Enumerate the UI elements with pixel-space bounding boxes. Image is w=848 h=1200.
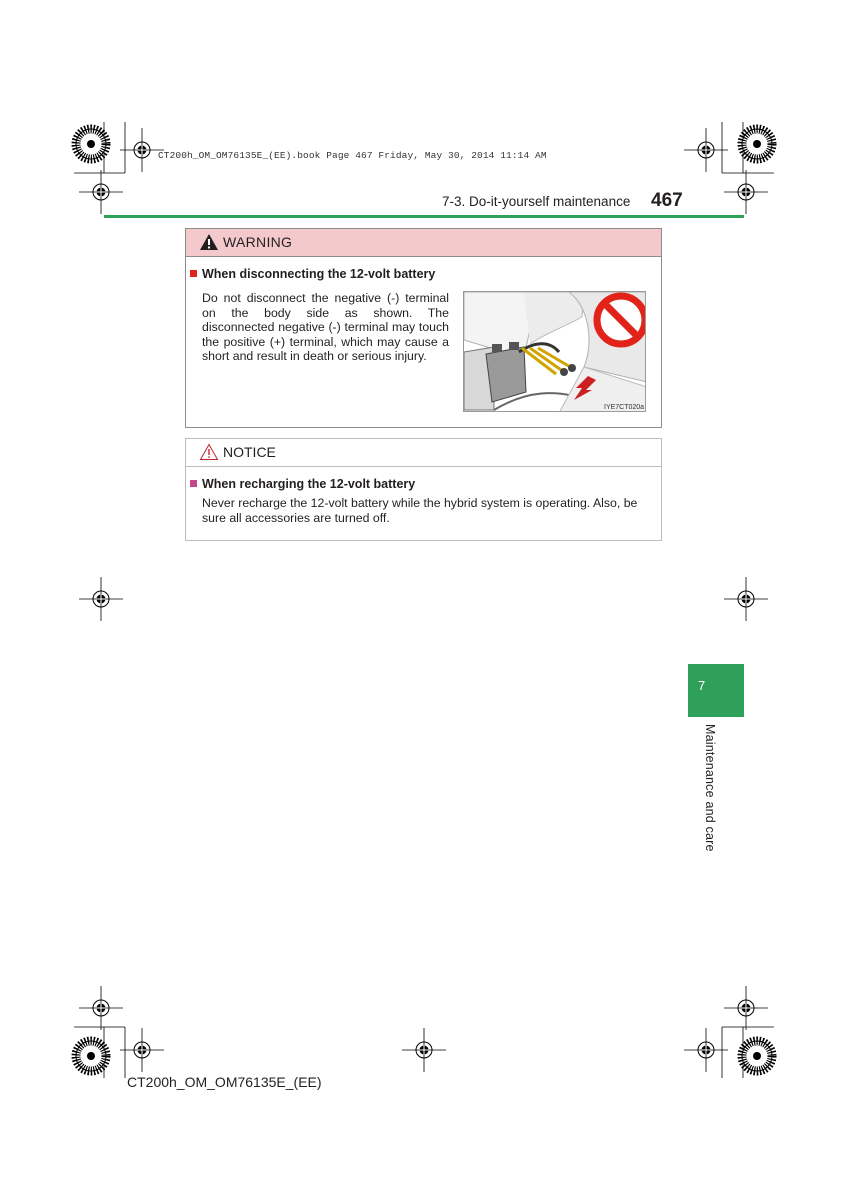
- warning-label: WARNING: [223, 234, 293, 250]
- header-rule: [104, 215, 744, 218]
- chapter-number: 7: [698, 678, 706, 693]
- notice-header: [186, 439, 661, 467]
- notice-box: [185, 438, 662, 541]
- battery-terminal-illustration: [463, 291, 646, 412]
- notice-triangle-icon: [199, 443, 219, 461]
- notice-item-title: [190, 477, 415, 491]
- section-title: 7-3. Do-it-yourself maintenance: [442, 194, 631, 209]
- warning-header: [186, 229, 661, 257]
- page-number: 467: [651, 190, 683, 211]
- pink-bullet-icon: [190, 480, 197, 487]
- image-code: IYE7CT020a: [604, 404, 645, 411]
- battery-engine-bay-image: [464, 292, 646, 412]
- notice-label: NOTICE: [223, 444, 276, 460]
- notice-item-title-text: When recharging the 12-volt battery: [202, 477, 416, 491]
- chapter-label: Maintenance and care: [703, 724, 717, 852]
- warning-item-title-text: When disconnecting the 12-volt battery: [202, 267, 436, 281]
- red-bullet-icon: [190, 270, 197, 277]
- chapter-tab: [688, 664, 744, 717]
- print-header: CT200h_OM_OM76135E_(EE).book Page 467 Friday, May 30, 2014 11:14 AM: [158, 150, 547, 161]
- warning-triangle-icon: [199, 233, 219, 251]
- warning-item-body: Do not disconnect the negative (-) terminal on the body side as shown. The disconnected negative (-) terminal may touch the positive (+) terminal, which may cause a short and result in death or serious injury.: [202, 291, 449, 363]
- warning-item-title: [190, 267, 435, 281]
- footer-filename: CT200h_OM_OM76135E_(EE): [127, 1074, 322, 1090]
- notice-item-body: Never recharge the 12-volt battery while the hybrid system is operating. Also, be sure all accessories are turned off.: [202, 496, 638, 525]
